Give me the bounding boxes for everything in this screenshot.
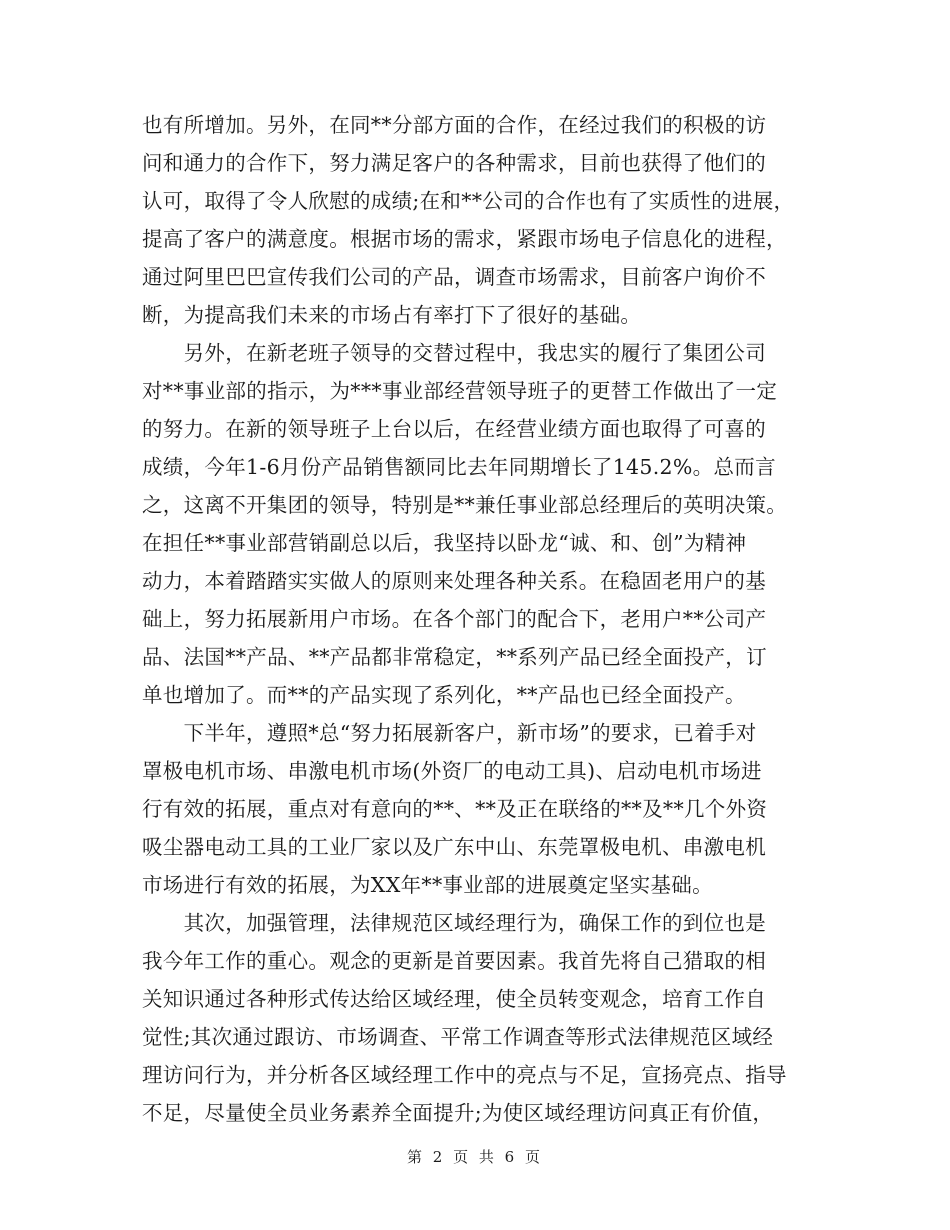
text-line: 其次，加强管理，法律规范区域经理行为，确保工作的到位也是 xyxy=(142,911,766,935)
text-line: 认可，取得了令人欣慰的成绩;在和**公司的合作也有了实质性的进展， xyxy=(142,189,795,213)
text-line: 问和通力的合作下，努力满足客户的各种需求，目前也获得了他们的 xyxy=(142,151,766,175)
text-line: 品、法国**产品、**产品都非常稳定，**系列产品已经全面投产，订 xyxy=(142,645,767,669)
text-line: 行有效的拓展，重点对有意向的**、**及正在联络的**及**几个外资 xyxy=(142,797,768,821)
text-line: 的努力。在新的领导班子上台以后，在经营业绩方面也取得了可喜的 xyxy=(142,417,766,441)
text-line: 关知识通过各种形式传达给区域经理，使全员转变观念，培育工作自 xyxy=(142,987,766,1011)
text-line: 也有所增加。另外，在同**分部方面的合作，在经过我们的积极的访 xyxy=(142,113,767,137)
text-line: 下半年，遵照*总“努力拓展新客户，新市场”的要求，已着手对 xyxy=(142,721,757,745)
text-line: 对**事业部的指示，为***事业部经营领导班子的更替工作做出了一定 xyxy=(142,379,778,403)
text-line: 断，为提高我们未来的市场占有率打下了很好的基础。 xyxy=(142,303,642,327)
text-line: 通过阿里巴巴宣传我们公司的产品，调查市场需求，目前客户询价不 xyxy=(142,265,766,289)
text-line: 觉性;其次通过跟访、市场调查、平常工作调查等形式法律规范区域经 xyxy=(142,1025,774,1049)
text-line: 成绩，今年1-6月份产品销售额同比去年同期增长了145.2%。总而言 xyxy=(142,455,776,479)
page-number-footer: 第 2 页 共 6 页 xyxy=(407,1148,543,1166)
text-line: 理访问行为，并分析各区域经理工作中的亮点与不足，宣扬亮点、指导 xyxy=(142,1063,787,1087)
text-line: 市场进行有效的拓展，为XX年**事业部的进展奠定坚实基础。 xyxy=(142,873,713,897)
text-line: 础上，努力拓展新用户市场。在各个部门的配合下，老用户**公司产 xyxy=(142,607,767,631)
text-line: 我今年工作的重心。观念的更新是首要因素。我首先将自己猎取的相 xyxy=(142,949,766,973)
text-line: 之，这离不开集团的领导，特别是**兼任事业部总经理后的英明决策。 xyxy=(142,493,788,517)
text-line: 单也增加了。而**的产品实现了系列化，**产品也已经全面投产。 xyxy=(142,683,746,707)
text-line: 吸尘器电动工具的工业厂家以及广东中山、东莞罩极电机、串激电机 xyxy=(142,835,766,859)
text-line: 另外，在新老班子领导的交替过程中，我忠实的履行了集团公司 xyxy=(142,341,766,365)
text-line: 在担任**事业部营销副总以后，我坚持以卧龙“诚、和、创”为精神 xyxy=(142,531,747,555)
text-line: 罩极电机市场、串激电机市场(外资厂的电动工具)、启动电机市场进 xyxy=(142,759,762,783)
text-line: 提高了客户的满意度。根据市场的需求，紧跟市场电子信息化的进程， xyxy=(142,227,787,251)
document-body xyxy=(142,106,822,1132)
text-line: 动力，本着踏踏实实做人的原则来处理各种关系。在稳固老用户的基 xyxy=(142,569,766,593)
text-line: 不足，尽量使全员业务素养全面提升;为使区域经理访问真正有价值， xyxy=(142,1101,774,1125)
